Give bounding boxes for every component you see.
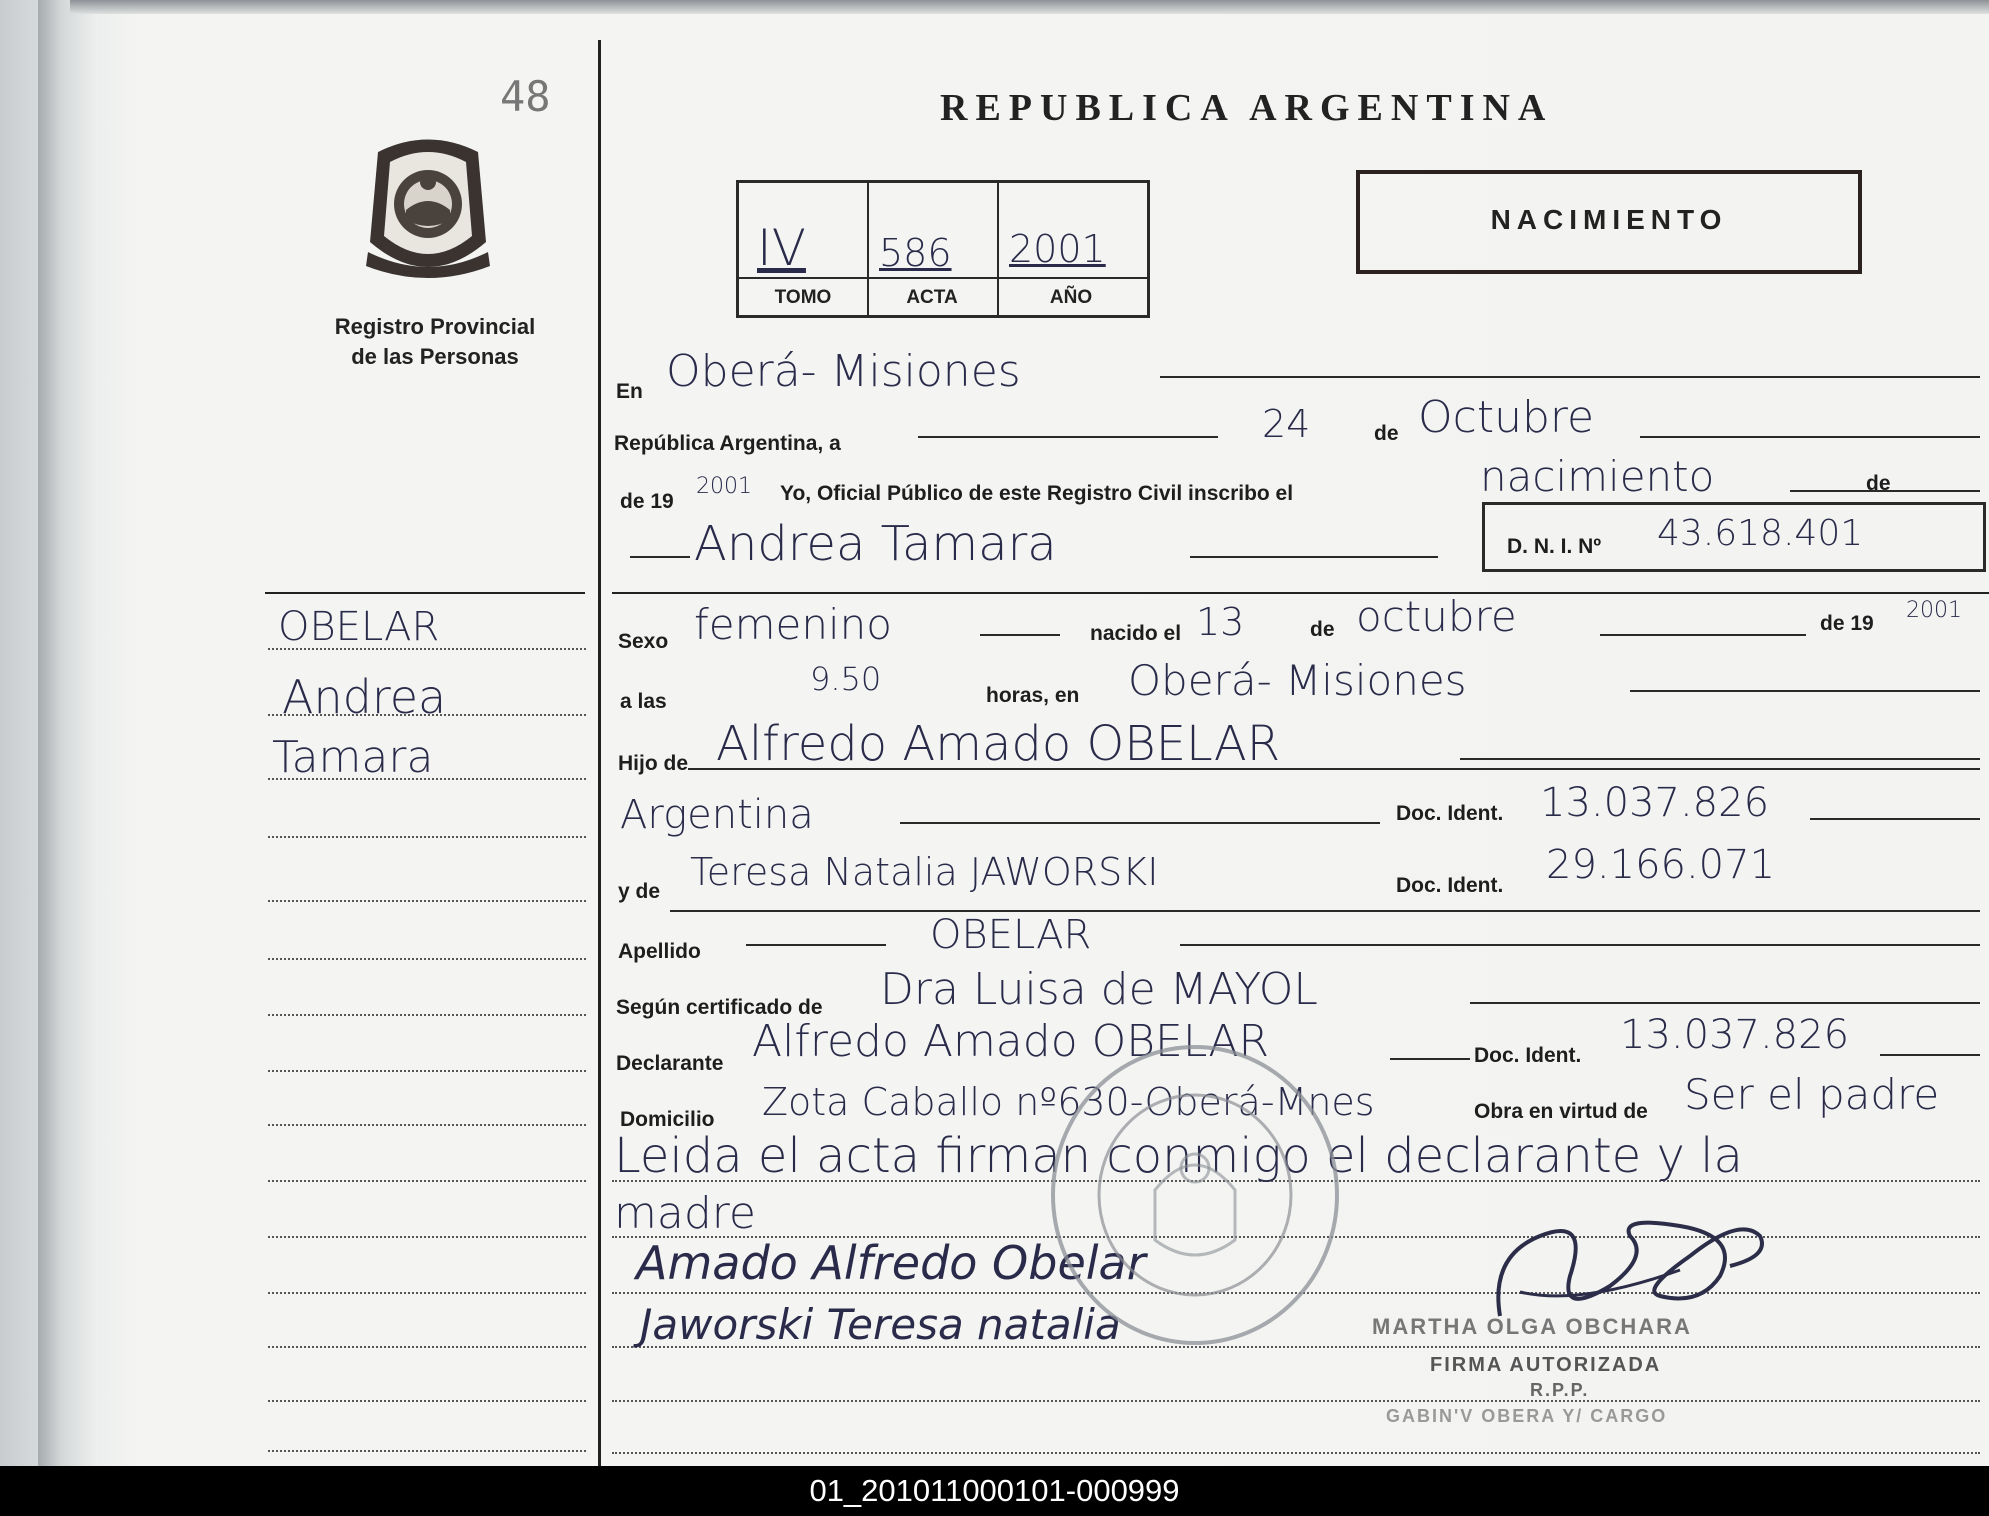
year-prefix: de 19 — [620, 490, 674, 513]
month-value: Octubre — [1418, 392, 1595, 443]
day-value: 24 — [1262, 402, 1311, 446]
margin-line — [268, 900, 586, 902]
acta-cell — [867, 183, 999, 315]
ano-value: 2001 — [1009, 227, 1106, 271]
margin-surname: OBELAR — [278, 604, 440, 650]
form-line — [612, 1400, 1980, 1402]
margin-first-name: Andrea — [282, 670, 447, 724]
rule-line — [1810, 818, 1980, 820]
hijo-label: Hijo de — [618, 752, 689, 775]
page-top-edge — [70, 0, 1989, 14]
father-nationality: Argentina — [620, 792, 814, 838]
yde-label: y de — [618, 880, 661, 903]
dni-value: 43.618.401 — [1657, 513, 1864, 554]
segun-label: Según certificado de — [616, 996, 823, 1019]
book-binding — [38, 0, 98, 1466]
apellido-label: Apellido — [618, 940, 701, 963]
rule-line — [630, 556, 690, 558]
rule-line — [1390, 1058, 1470, 1060]
authority-role: FIRMA AUTORIZADA — [1430, 1354, 1662, 1376]
margin-top-rule — [265, 592, 585, 594]
sexo-value: femenino — [694, 600, 892, 649]
act-type: NACIMIENTO — [1490, 204, 1728, 235]
horas-label: horas, en — [986, 684, 1080, 707]
margin-line — [268, 1180, 586, 1182]
page-number: 48 — [500, 72, 551, 121]
place-value: Oberá- Misiones — [666, 346, 1021, 397]
yo-label: Yo, Oficial Público de este Registro Civil inscribo el — [780, 482, 1294, 505]
nacido-label: nacido el — [1090, 622, 1182, 645]
country-title: REPUBLICA ARGENTINA — [940, 87, 1554, 129]
tomo-cell — [739, 183, 869, 315]
authority-office-2: GABIN'V OBERA Y/ CARGO — [1386, 1406, 1668, 1426]
register-box — [736, 180, 1150, 318]
authority-name: MARTHA OLGA OBCHARA — [1372, 1314, 1692, 1339]
father-doc-label: Doc. Ident. — [1396, 802, 1504, 825]
obra-label: Obra en virtud de — [1474, 1100, 1648, 1123]
inscription-value: nacimiento — [1480, 452, 1715, 501]
name-value: Andrea Tamara — [694, 516, 1057, 572]
rule-line — [1460, 758, 1980, 760]
margin-line — [268, 1450, 586, 1452]
birth-month: octubre — [1356, 592, 1517, 641]
father-doc: 13.037.826 — [1540, 780, 1770, 826]
rule-line — [746, 944, 886, 946]
rule-line — [1470, 1002, 1980, 1004]
tomo-value: IV — [757, 219, 806, 277]
birth-de-label: de — [1310, 618, 1335, 641]
signature-declarante: Amado Alfredo Obelar — [636, 1236, 1146, 1290]
declarante-doc-label: Doc. Ident. — [1474, 1044, 1582, 1067]
sexo-label: Sexo — [618, 630, 669, 653]
acta-label: ACTA — [906, 287, 958, 308]
hour-value: 9.50 — [810, 660, 882, 698]
footer-code: 01_201011000101-000999 — [809, 1473, 1180, 1508]
mother-doc: 29.166.071 — [1546, 842, 1776, 888]
official-stamp-icon — [1040, 1040, 1350, 1350]
birth-year-value: 2001 — [1906, 598, 1962, 623]
birth-place: Oberá- Misiones — [1128, 656, 1467, 705]
declarante-label: Declarante — [616, 1052, 724, 1075]
margin-line — [268, 1236, 586, 1238]
rule-line — [1180, 944, 1980, 946]
form-line — [612, 1452, 1980, 1454]
ano-label: AÑO — [1049, 287, 1093, 308]
tomo-label: TOMO — [774, 287, 832, 308]
margin-line — [268, 1070, 586, 1072]
certificado-value: Dra Luisa de MAYOL — [880, 964, 1318, 1015]
obra-value: Ser el padre — [1684, 1070, 1940, 1119]
act-type-box — [1356, 170, 1862, 274]
rule-line — [1880, 1054, 1980, 1056]
provincial-seal-icon — [358, 132, 498, 282]
father-name: Alfredo Amado OBELAR — [716, 716, 1281, 772]
registry-name — [300, 312, 570, 372]
declarante-value: Alfredo Amado OBELAR — [752, 1016, 1270, 1067]
domicilio-value: Zota Caballo nº630-Oberá-Mnes — [762, 1080, 1375, 1124]
rule-line — [1640, 436, 1980, 438]
rule-line — [670, 910, 1980, 912]
ano-cell — [997, 183, 1145, 315]
registry-line-2: de las Personas — [351, 344, 519, 369]
rule-line — [900, 822, 1380, 824]
rule-line — [1600, 634, 1806, 636]
authority-office: R.P.P. — [1530, 1380, 1590, 1400]
margin-line — [268, 1346, 586, 1348]
registry-line-1: Registro Provincial — [334, 314, 536, 339]
birth-year-prefix: de 19 — [1820, 612, 1874, 635]
rule-line — [1630, 690, 1980, 692]
margin-line — [268, 1014, 586, 1016]
alas-label: a las — [620, 690, 667, 713]
year-value: 2001 — [696, 474, 752, 499]
signature-mother: Jaworski Teresa natalia — [640, 1300, 1121, 1349]
de-label-2: de — [1866, 472, 1891, 495]
margin-second-name: Tamara — [272, 732, 434, 783]
rule-line — [1190, 556, 1438, 558]
margin-line — [268, 836, 586, 838]
apellido-value: OBELAR — [930, 912, 1092, 958]
mother-doc-label: Doc. Ident. — [1396, 874, 1504, 897]
form-section-rule — [612, 592, 1989, 594]
republica-label: República Argentina, a — [614, 432, 841, 455]
declarante-doc: 13.037.826 — [1620, 1012, 1850, 1058]
rule-line — [918, 436, 1218, 438]
rule-line — [980, 634, 1060, 636]
note-line-2: madre — [614, 1188, 756, 1239]
margin-line — [268, 1292, 586, 1294]
mother-name: Teresa Natalia JAWORSKI — [690, 850, 1159, 894]
column-divider — [598, 40, 601, 1466]
dni-box — [1482, 502, 1986, 572]
birth-day: 13 — [1196, 600, 1245, 644]
de-label: de — [1374, 422, 1399, 445]
en-label: En — [616, 380, 643, 403]
margin-line — [268, 958, 586, 960]
acta-value: 586 — [879, 231, 952, 275]
domicilio-label: Domicilio — [620, 1108, 715, 1131]
margin-line — [268, 1400, 586, 1402]
margin-line — [268, 1124, 586, 1126]
rule-line — [1160, 376, 1980, 378]
dni-label: D. N. I. Nº — [1507, 535, 1602, 558]
note-line-1: Leida el acta firman conmigo el declarante y la — [614, 1128, 1743, 1184]
